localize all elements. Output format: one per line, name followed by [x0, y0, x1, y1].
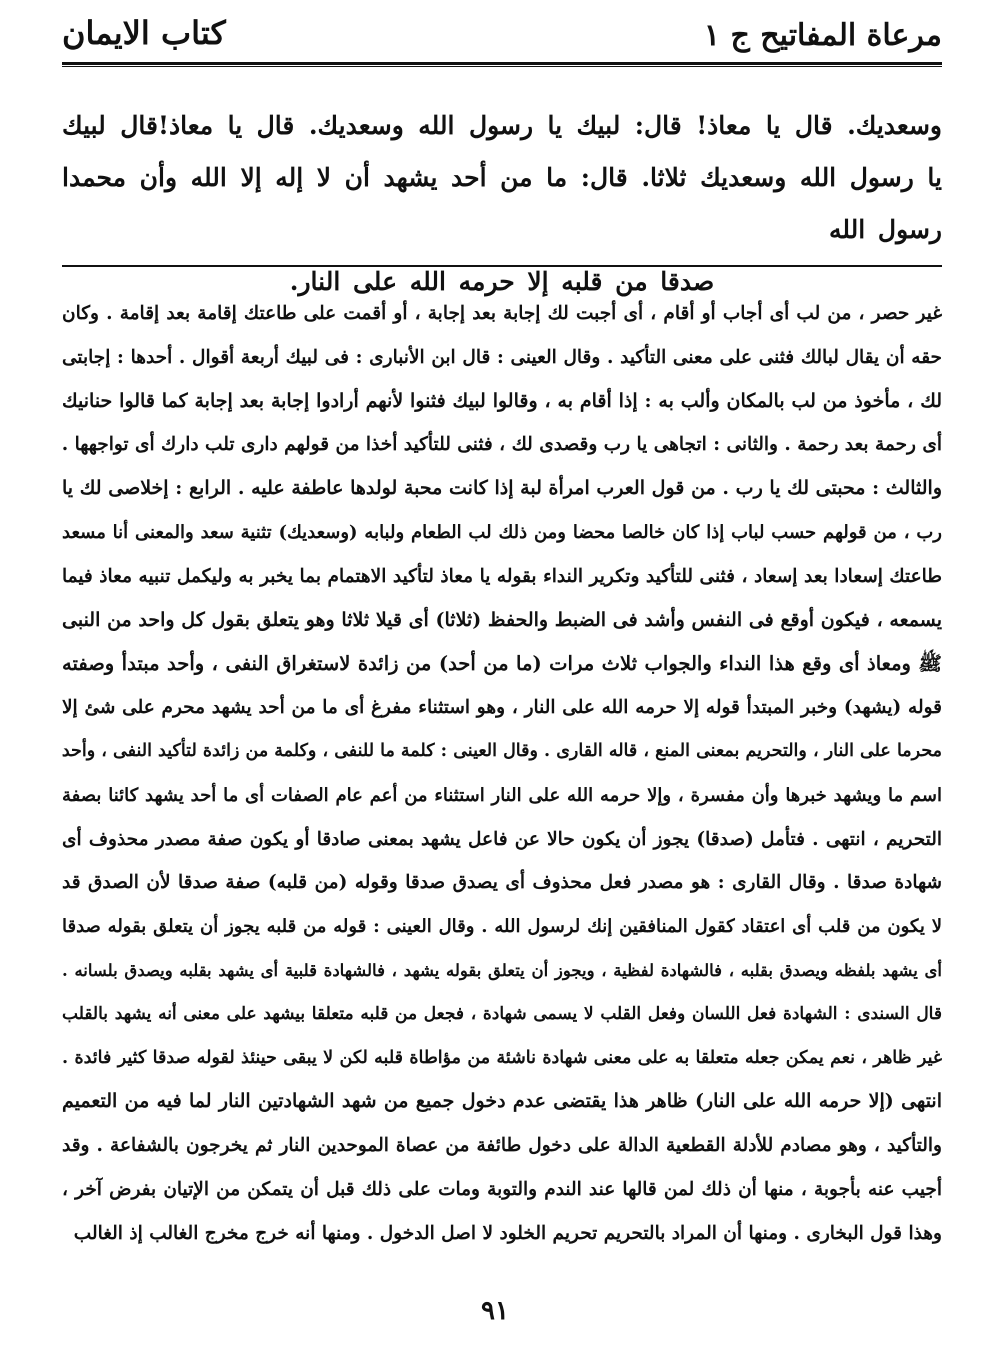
commentary-line: اسم ما ويشهد خبرها وأن مفسرة ، وإلا حرمه الله على النار استثناء من أعم عام الصفات أى ما أحد يشهد كائنا بصفة	[62, 784, 942, 806]
commentary-line: يسمعه ، فيكون أوقع فى النفس وأشد فى الضبط والحفظ (ثلاثا) أى قيلا ثلاثا وهو يتعلق بقول كل واحد من النبى	[62, 608, 942, 631]
commentary-block	[62, 292, 942, 1256]
header-book-title: مرعاة المفاتيح ج ١	[703, 18, 942, 53]
commentary-line: رب ، من قولهم حسب لباب إذا كان خالصا محضا ومن ذلك لب الطعام ولبابه (وسعديك) تثنية سعد والمعنى أنا مسعد	[62, 521, 942, 543]
commentary-line: أى رحمة بعد رحمة . والثانى : اتجاهى يا رب وقصدى لك ، فثنى للتأكيد أخذا من قولهم دارى تلب دارك أى تواجهها .	[62, 434, 942, 456]
commentary-line: شهادة صدقا . وقال القارى : هو مصدر فعل محذوف أى يصدق صدقا وقوله (من قلبه) صفة صدقا لأن الصدق قد	[62, 872, 942, 894]
hadith-last-line: صدقا من قلبه إلا حرمه الله على النار.	[289, 267, 715, 296]
commentary-line: غير حصر ، من لب أى أجاب أو أقام ، أى أجبت لك إجابة بعد إجابة ، أو أقمت على طاعتك إقامة بعد إقامة . وكان	[62, 303, 942, 324]
commentary-line: والثالث : محبتى لك يا رب . من قول العرب امرأة لبة إذا كانت محبة لولدها عاطفة عليه . الرابع : إخلاصى لك يا	[62, 477, 942, 500]
commentary-line: لا يكون من قلب أى اعتقاد كقول المنافقين إنك لرسول الله . وقال العينى : قوله من قلبه يجوز أن يتعلق بقوله صدقا	[62, 916, 942, 938]
commentary-line: ﷺ ومعاذ أى وقع هذا النداء والجواب ثلاث مرات (ما من أحد) من زائدة لاستغراق النفى ، وأحد مبتدأ وصفته	[62, 652, 942, 676]
commentary-line: وهذا قول البخارى . ومنها أن المراد بالتحريم تحريم الخلود لا اصل الدخول . ومنها أنه خرج مخرج الغالب إذ الغالب	[73, 1222, 942, 1244]
hadith-text: وسعديك. قال يا معاذ! قال: لبيك يا رسول الله وسعديك. قال يا معاذ!قال لبيك يا رسول الله وسعديك ثلاثا. قال: ما من أحد يشهد أن لا إله إلا الله وأن محمدا رسول الله	[62, 111, 942, 244]
commentary-line: لك ، مأخوذ من لب بالمكان وألب به : إذا أقام به ، وقالوا لبيك فثنوا لأنهم أرادوا إجابة بعد إجابة كما قالوا حنانيك	[62, 389, 942, 412]
running-header	[62, 14, 942, 66]
commentary-line: أى يشهد بلفظه ويصدق بقلبه ، فالشهادة لفظية ، ويجوز أن يتعلق بقوله يشهد ، فالشهادة قلبية أى يشهد بقلبه ويصدق بلسانه .	[62, 960, 942, 980]
header-chapter-title: كتاب الايمان	[62, 14, 226, 52]
commentary-line: والتأكيد ، وهو مصادم للأدلة القطعية الدالة على دخول طائفة من عصاة الموحدين النار ثم يخرجون بالشفاعة . وقد	[62, 1135, 942, 1157]
hadith-text-block	[62, 100, 942, 308]
commentary-line: طاعتك إسعادا بعد إسعاد ، فثنى للتأكيد وتكرير النداء بقوله يا معاذ لتأكيد الاهتمام بما يخبر به وليكمل تنبيه معاذ فيما	[62, 565, 942, 587]
header-divider	[62, 62, 942, 67]
commentary-line: غير ظاهر ، نعم يمكن جعله متعلقا به على معنى شهادة ناشئة من مؤاطاة قلبه لكن لا يبقى حينئذ لقوله صدقا كثير فائدة .	[62, 1047, 942, 1068]
commentary-line: محرما على النار ، والتحريم بمعنى المنع ، قاله القارى . وقال العينى : كلمة ما للنفى ، وكلمة من زائدة لتأكيد النفى ، وأحد	[62, 740, 942, 761]
commentary-line: قال السندى : الشهادة فعل اللسان وفعل القلب لا يسمى شهادة ، فجعل من قلبه متعلقا بيشهد على معنى أنه يشهد بالقلب	[62, 1003, 942, 1024]
commentary-line: حقه أن يقال لبالك فثنى على معنى التأكيد . وقال العينى : قال ابن الأنبارى : فى لبيك أربعة أقوال . أحدها : إجابتى	[62, 346, 942, 368]
commentary-line: أجيب عنه بأجوبة ، منها أن ذلك لمن قالها عند الندم والتوبة ومات على ذلك قبل أن يتمكن من الإتيان بفرض آخر ،	[62, 1178, 942, 1200]
commentary-line: التحريم ، انتهى . فتأمل (صدقا) يجوز أن يكون حالا عن فاعل يشهد بمعنى صادقا أو يكون صفة مصدر محذوف أى	[62, 828, 942, 850]
commentary-line: انتهى (إلا حرمه الله على النار) ظاهر هذا يقتضى عدم دخول جميع من شهد الشهادتين النار لما فيه من التعميم	[62, 1090, 942, 1113]
section-divider	[62, 265, 942, 267]
page-number: ٩١	[481, 1296, 509, 1326]
commentary-line: قوله (يشهد) وخبر المبتدأ قوله إلا حرمه الله على النار ، وهو استثناء مفرغ أى ما من أحد يشهد محرم على شئ إلا	[62, 697, 942, 719]
